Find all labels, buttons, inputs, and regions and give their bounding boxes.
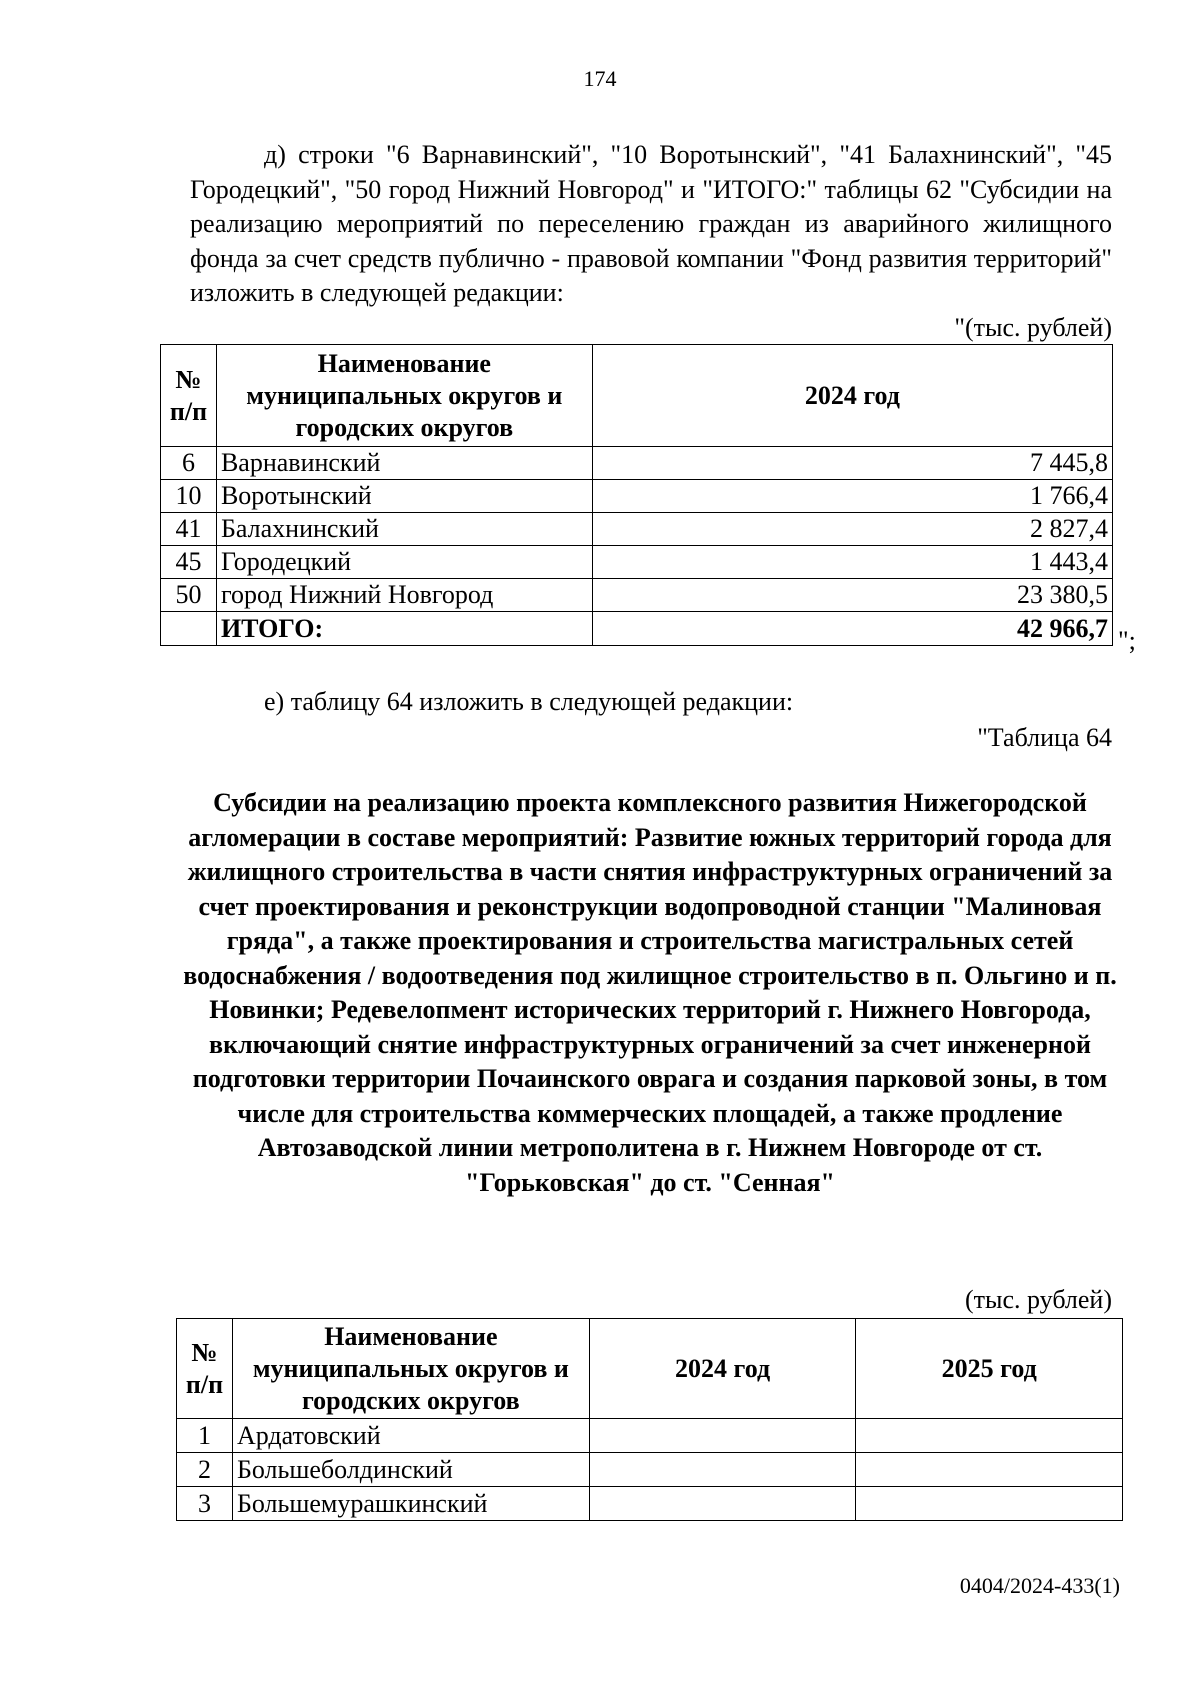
table-row [161, 447, 1113, 480]
total-num [161, 612, 217, 646]
row-value-2024 [589, 1487, 856, 1521]
row-value-2024 [589, 1419, 856, 1453]
row-name: Ардатовский [232, 1419, 589, 1453]
row-num: 45 [161, 546, 217, 579]
table-row [177, 1453, 1123, 1487]
header-2025: 2025 год [856, 1319, 1123, 1419]
row-value: 1 443,4 [592, 546, 1112, 579]
page-number: 174 [583, 66, 617, 91]
header-name: Наименование муниципальных округов и городских округов [216, 345, 592, 447]
header-2024: 2024 год [592, 345, 1112, 447]
row-value: 7 445,8 [592, 447, 1112, 480]
row-name: Большеболдинский [232, 1453, 589, 1487]
table-row [177, 1487, 1123, 1521]
table-row [177, 1419, 1123, 1453]
row-num: 6 [161, 447, 217, 480]
document-code: 0404/2024-433(1) [959, 1573, 1120, 1598]
row-value: 1 766,4 [592, 480, 1112, 513]
table-total-row [161, 612, 1113, 646]
table-64-title: Субсидии на реализацию проекта комплексного развития Нижегородской агломерации в составе мероприятий: Развитие южных территорий города для жилищного строительства в части снятия инфраструктурных ограничений за счет проектирования и реконструкции водопроводной станции "Малиновая гряда", а также проектирования и строительства магистральных сетей водоснабжения / водоотведения под жилищное строительство в п. Ольгино и п. Новинки; Редевелопмент исторических территорий г. Нижнего Новгорода, включающий снятие инфраструктурных ограничений за счет инженерной подготовки территории Почаинского оврага и создания парковой зоны, в том числе для строительства коммерческих площадей, а также продление Автозаводской линии метрополитена в г. Нижнем Новгороде от ст. "Горьковская" до ст. "Сенная" [183, 788, 1117, 1197]
row-value-2025 [856, 1419, 1123, 1453]
table-64-label: "Таблица 64 [977, 723, 1112, 752]
section-d-paragraph: д) строки "6 Варнавинский", "10 Воротынский", "41 Балахнинский", "45 Городецкий", "50 город Нижний Новгород" и "ИТОГО:" таблицы 62 "Субсидии на реализацию мероприятий по переселению граждан из аварийного жилищного фонда за счет средств публично - правовой компании "Фонд развития территорий" изложить в следующей редакции: [190, 140, 1112, 307]
row-value-2025 [856, 1453, 1123, 1487]
table-row [161, 546, 1113, 579]
row-value-2024 [589, 1453, 856, 1487]
table-row [161, 480, 1113, 513]
table-header-row [177, 1319, 1123, 1419]
table-row [161, 513, 1113, 546]
row-num: 1 [177, 1419, 233, 1453]
row-name: Воротынский [216, 480, 592, 513]
section-d-unit: "(тыс. рублей) [954, 313, 1112, 342]
row-num: 50 [161, 579, 217, 612]
row-name: Балахнинский [216, 513, 592, 546]
header-num: № п/п [161, 345, 217, 447]
row-num: 10 [161, 480, 217, 513]
row-name: город Нижний Новгород [216, 579, 592, 612]
header-2024: 2024 год [589, 1319, 856, 1419]
row-name: Городецкий [216, 546, 592, 579]
row-value-2025 [856, 1487, 1123, 1521]
total-value: 42 966,7 [592, 612, 1112, 646]
table-header-row [161, 345, 1113, 447]
header-num: № п/п [177, 1319, 233, 1419]
total-label: ИТОГО: [216, 612, 592, 646]
table-closing-quote: "; [1118, 626, 1136, 655]
row-name: Большемурашкинский [232, 1487, 589, 1521]
section-e-paragraph: е) таблицу 64 изложить в следующей редакции: [264, 687, 794, 716]
row-value: 2 827,4 [592, 513, 1112, 546]
table-row [161, 579, 1113, 612]
row-num: 2 [177, 1453, 233, 1487]
row-num: 3 [177, 1487, 233, 1521]
header-name: Наименование муниципальных округов и городских округов [232, 1319, 589, 1419]
row-value: 23 380,5 [592, 579, 1112, 612]
section-e-unit: (тыс. рублей) [964, 1285, 1112, 1314]
row-name: Варнавинский [216, 447, 592, 480]
table-64 [176, 1318, 1123, 1521]
row-num: 41 [161, 513, 217, 546]
table-62-excerpt [160, 344, 1113, 646]
